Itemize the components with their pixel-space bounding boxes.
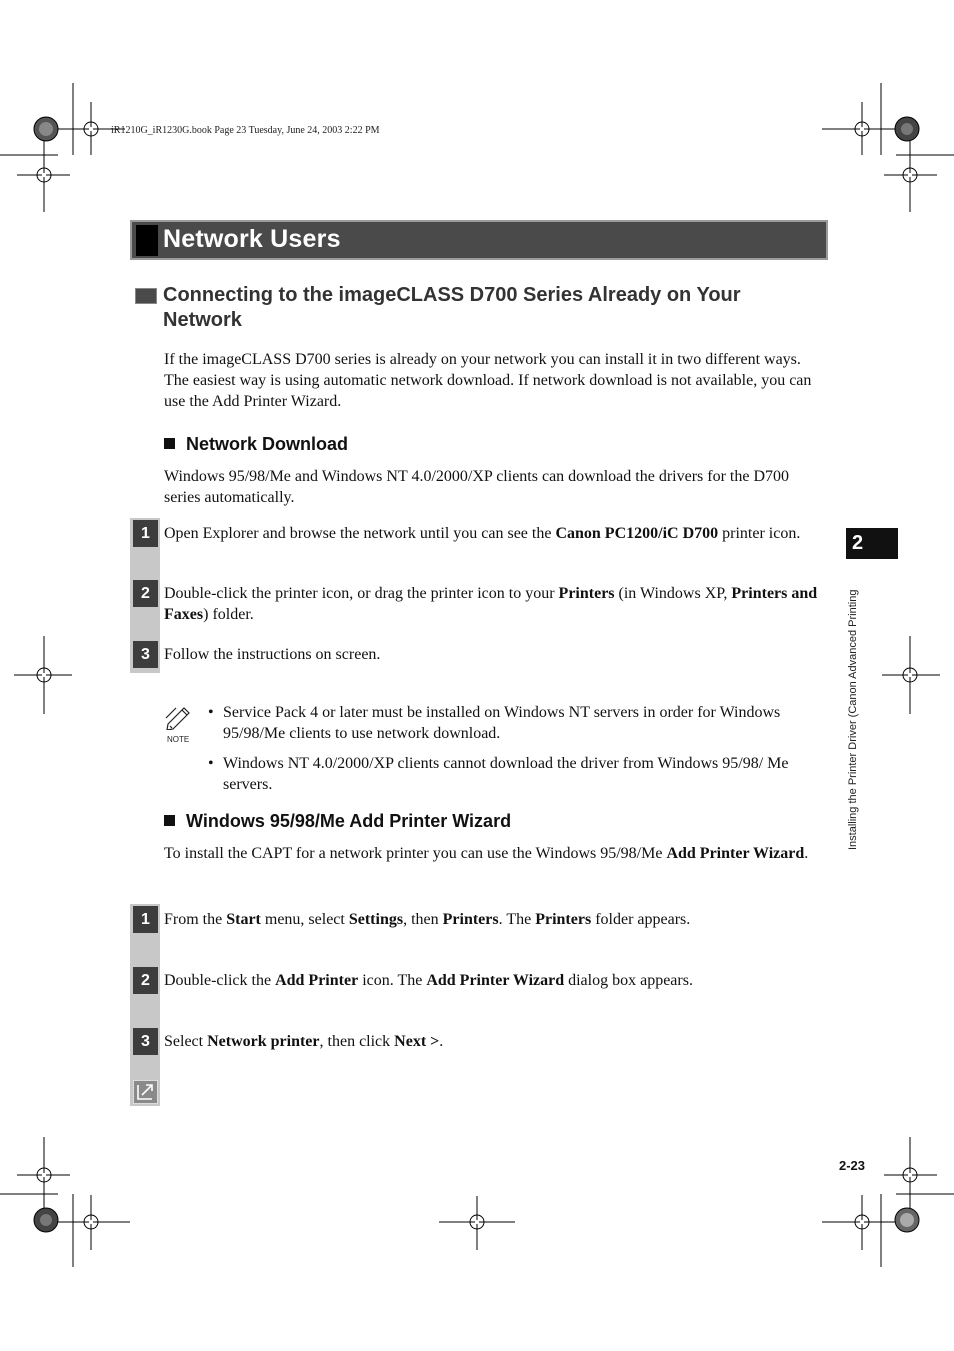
step-number: 2 <box>133 967 158 994</box>
step-text: From the Start menu, select Settings, then Printers. The Printers folder appears. <box>164 911 691 928</box>
page-number: 2-23 <box>839 1158 866 1173</box>
step-text: Open Explorer and browse the network until you can see the Canon PC1200/iC D700 printer icon. <box>164 525 801 542</box>
chapter-side-title: Installing the Printer Driver (Canon Advanced Printing <box>847 589 859 850</box>
step-number: 3 <box>133 1028 158 1055</box>
step-number: 1 <box>133 520 158 547</box>
square-bullet-icon <box>164 815 175 826</box>
wizard-paragraph: To install the CAPT for a network printer you can use the Windows 95/98/Me Add Printer Wizard. <box>164 845 809 862</box>
steps-strip <box>130 904 160 1106</box>
step-text: Follow the instructions on screen. <box>164 646 381 663</box>
step-text: Double-click the printer icon, or drag the printer icon to your Printers (in Windows XP, Printers and Faxes) folder. <box>164 585 818 623</box>
note-pencil-icon <box>164 704 194 744</box>
step-number: 2 <box>133 580 158 607</box>
page-title: Network Users <box>163 225 341 253</box>
wizard-heading: Windows 95/98/Me Add Printer Wizard <box>164 811 511 832</box>
print-header-info: iR1210G_iR1230G.book Page 23 Tuesday, June 24, 2003 2:22 PM <box>111 125 380 136</box>
intro-paragraph: If the imageCLASS D700 series is already on your network you can install it in two different ways. The easiest way is using automatic network download. If network download is not available, you can use the Add Printer Wizard. <box>164 351 812 410</box>
chapter-tab: 2 <box>846 528 898 559</box>
step-number: 3 <box>133 641 158 668</box>
title-block-marker <box>136 225 158 256</box>
page-title-bar <box>130 220 828 260</box>
section-heading: Connecting to the imageCLASS D700 Series Already on Your Network <box>163 284 741 331</box>
network-download-heading: Network Download <box>164 434 348 455</box>
continue-arrow-icon <box>133 1080 158 1104</box>
section-marker <box>135 288 157 304</box>
network-download-paragraph: Windows 95/98/Me and Windows NT 4.0/2000/XP clients can download the drivers for the D700 series automatically. <box>164 468 789 506</box>
step-text: Select Network printer, then click Next >. <box>164 1033 444 1050</box>
step-text: Double-click the Add Printer icon. The Add Printer Wizard dialog box appears. <box>164 972 693 989</box>
note-label: NOTE <box>167 735 190 744</box>
square-bullet-icon <box>164 438 175 449</box>
step-number: 1 <box>133 906 158 933</box>
